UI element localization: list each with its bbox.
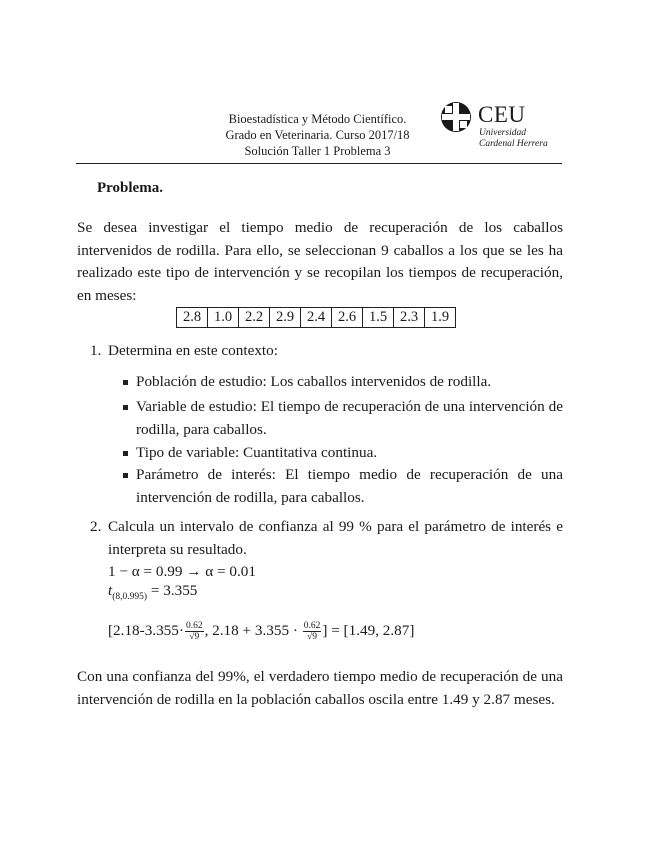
fraction-2 — [303, 621, 322, 642]
table-cell: 2.8 — [177, 308, 208, 328]
header-solution: Solución Taller 1 Problema 3 — [244, 144, 391, 158]
document-header — [200, 111, 435, 159]
ci-mid: , 2.18 + 3.355 · — [204, 621, 302, 639]
ci-close: ] = [1.49, 2.87] — [322, 621, 415, 639]
question-2-text: Calcula un intervalo de confianza al 99 % para el parámetro de interés e interpreta su resultado. — [108, 518, 563, 558]
ceu-logo — [440, 100, 570, 152]
confidence-interval-equation — [108, 621, 414, 642]
bullet-icon — [123, 451, 128, 456]
logo-brand: CEU — [478, 102, 526, 127]
question-1-number: 1. — [90, 342, 102, 359]
t-result: = 3.355 — [150, 582, 198, 599]
header-divider — [76, 163, 562, 164]
fraction-numerator: 0.62 — [185, 621, 203, 631]
t-subscript: (8,0.995) — [112, 592, 148, 603]
university-shield-icon — [440, 100, 472, 134]
logo-sub-line1: Universidad — [479, 128, 526, 138]
table-cell: 2.9 — [270, 308, 301, 328]
bullet-icon — [123, 405, 128, 410]
fraction-numerator: 0.62 — [303, 621, 321, 631]
problem-statement: Se desea investigar el tiempo medio de recuperación de los caballos intervenidos de rodilla. Para ello, se seleccionan 9 caballos a los que se les ha realizado este tipo de intervención y se recopilan los tiempos de recuperación, en meses: — [77, 219, 563, 304]
table-cell: 1.0 — [208, 308, 239, 328]
bullet-icon — [123, 473, 128, 478]
recovery-times-table — [176, 307, 456, 328]
table-cell: 2.2 — [239, 308, 270, 328]
conclusion-paragraph: Con una confianza del 99%, el verdadero tiempo medio de recuperación de una intervención de rodilla en la población caballos oscila entre 1.49 y 2.87 meses. — [77, 668, 563, 708]
t-value-equation — [108, 582, 197, 602]
fraction-denominator: √9 — [189, 632, 200, 642]
problem-title: Problema. — [97, 180, 163, 196]
bullet-icon — [123, 380, 128, 385]
alpha-equation: 1 − α = 0.99 → α = 0.01 — [108, 563, 256, 580]
header-degree: Grado en Veterinaria. Curso 2017/18 — [225, 128, 410, 142]
ci-open: [2.18-3.355· — [108, 621, 184, 639]
table-cell: 1.9 — [425, 308, 456, 328]
logo-sub-line2: Cardenal Herrera — [479, 138, 548, 149]
bullet-variable-type: Tipo de variable: Cuantitativa continua. — [136, 444, 378, 461]
table-cell: 1.5 — [363, 308, 394, 328]
fraction-1 — [185, 621, 204, 642]
table-cell: 2.3 — [394, 308, 425, 328]
t-symbol: t — [108, 582, 113, 599]
header-course: Bioestadística y Método Científico. — [228, 112, 407, 126]
question-2-number: 2. — [90, 518, 102, 535]
bullet-population: Población de estudio: Los caballos intervenidos de rodilla. — [136, 373, 492, 390]
table-cell: 2.4 — [301, 308, 332, 328]
logo-subtitle — [479, 128, 548, 149]
bullet-parameter: Parámetro de interés: El tiempo medio de recuperación de una intervención de rodilla, para caballos. — [136, 466, 563, 506]
table-cell: 2.6 — [332, 308, 363, 328]
bullet-variable: Variable de estudio: El tiempo de recuperación de una intervención de rodilla, para caballos. — [136, 398, 563, 438]
table-row — [177, 308, 456, 328]
fraction-denominator: √9 — [307, 632, 318, 642]
question-1-text: Determina en este contexto: — [108, 342, 278, 359]
